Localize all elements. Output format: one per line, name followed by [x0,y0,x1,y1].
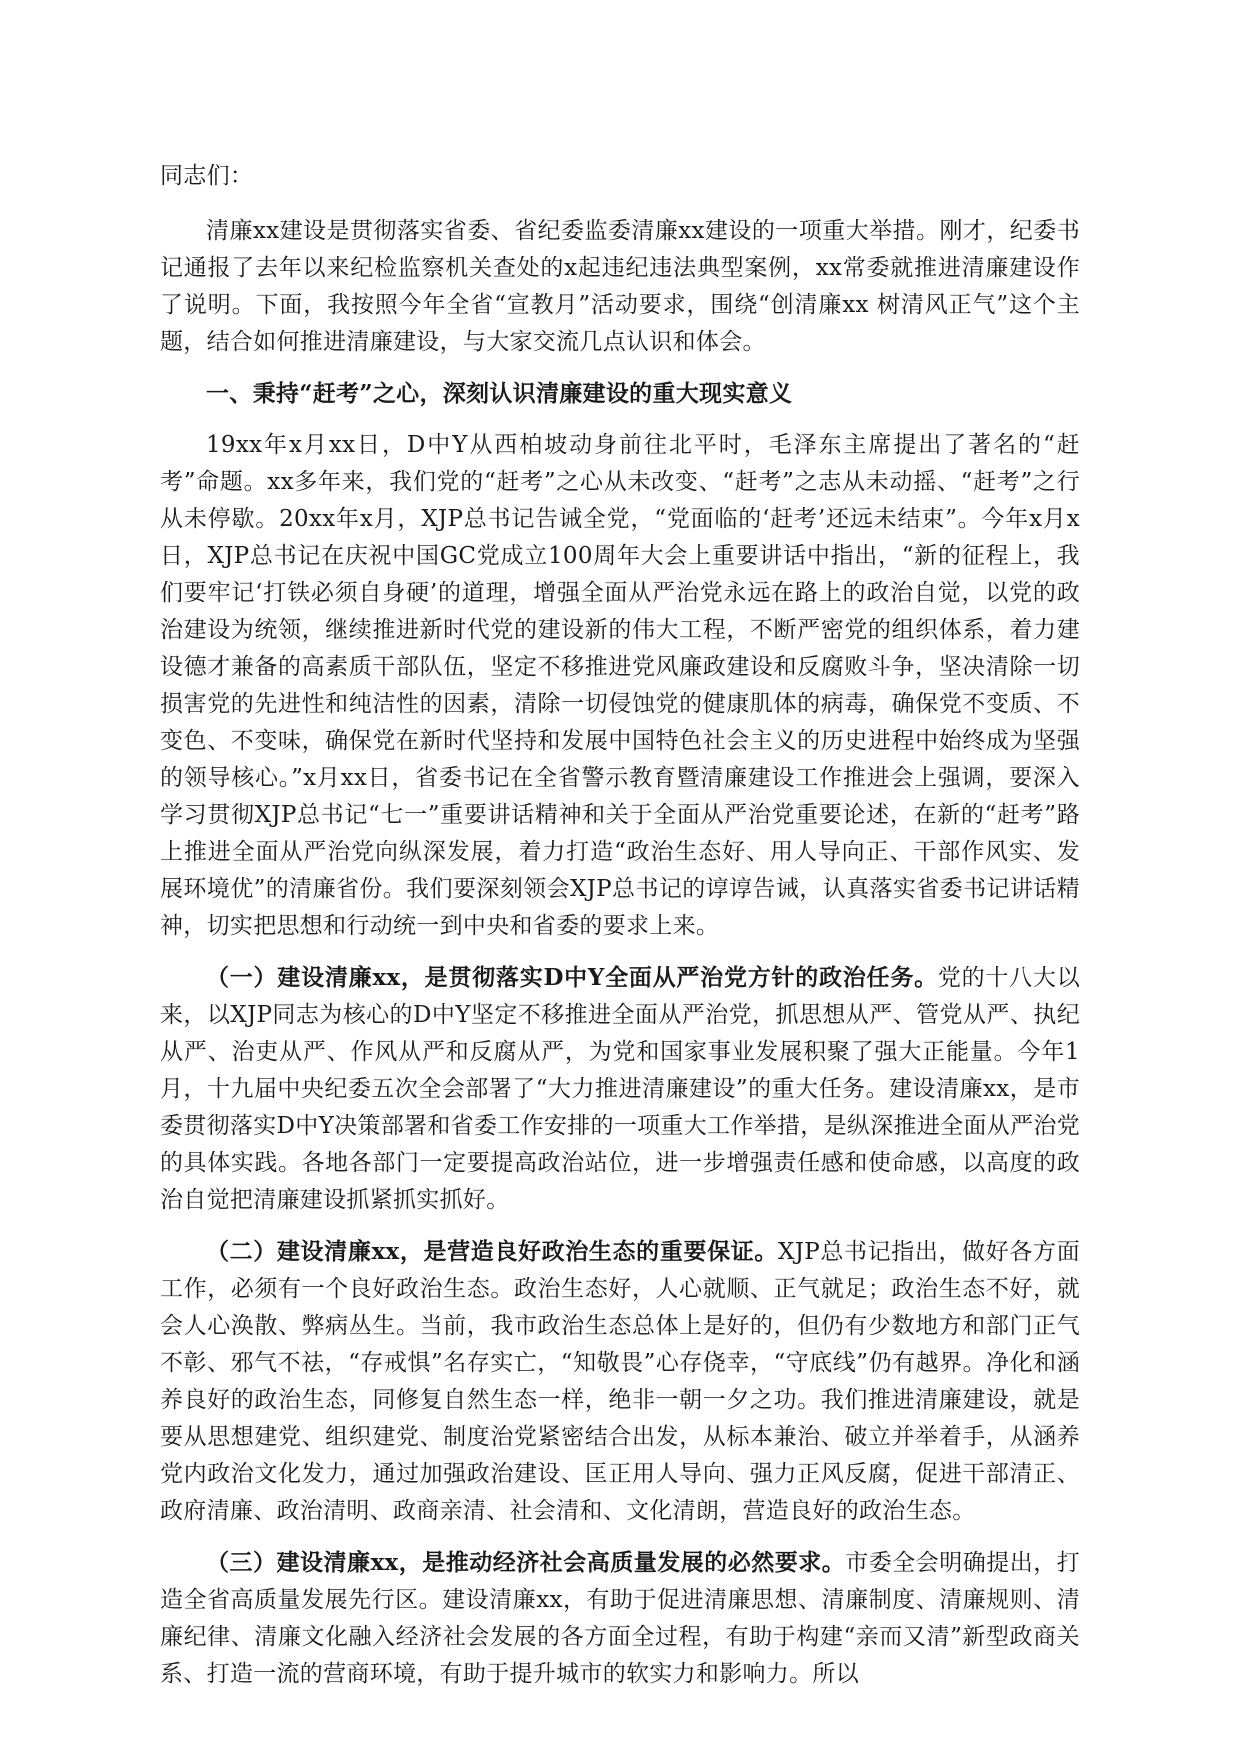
item-2-lead: （二）建设清廉xx，是营造良好政治生态的重要保证。 [206,1238,779,1265]
section-1-paragraph: 19xx年x月xx日，D中Y从西柏坡动身前往北平时，毛泽东主席提出了著名的“赶考”命题。xx多年来，我们党的“赶考”之心从未改变、“赶考”之志从未动摇、“赶考”之行从未停歇。20xx年x月，XJP总书记告诫全党，“党面临的‘赶考’还远未结束”。今年x月x日，XJP总书记在庆祝中国GC党成立100周年大会上重要讲话中指出，“新的征程上，我们要牢记‘打铁必须自身硬’的道理，增强全面从严治党永远在路上的政治自觉，以党的政治建设为统领，继续推进新时代党的建设新的伟大工程，不断严密党的组织体系，着力建设德才兼备的高素质干部队伍，坚定不移推进党风廉政建设和反腐败斗争，坚决清除一切损害党的先进性和纯洁性的因素，清除一切侵蚀党的健康肌体的病毒，确保党不变质、不变色、不变味，确保党在新时代坚持和发展中国特色社会主义的历史进程中始终成为坚强的领导核心。”x月xx日，省委书记在全省警示教育暨清廉建设工作推进会上强调，要深入学习贯彻XJP总书记“七一”重要讲话精神和关于全面从严治党重要论述，在新的“赶考”路上推进全面从严治党向纵深发展，着力打造“政治生态好、用人导向正、干部作风实、发展环境优”的清廉省份。我们要深刻领会XJP总书记的谆谆告诫，认真落实省委书记讲话精神，切实把思想和行动统一到中央和省委的要求上来。 [160,432,1080,939]
item-2-body: XJP总书记指出，做好各方面工作，必须有一个良好政治生态。政治生态好，人心就顺、正气就足；政治生态不好，就会人心涣散、弊病丛生。当前，我市政治生态总体上是好的，但仍有少数地方和部门正气不彰、邪气不祛，“存戒惧”名存实亡，“知敬畏”心存侥幸，“守底线”仍有越界。净化和涵养良好的政治生态，同修复自然生态一样，绝非一朝一夕之功。我们推进清廉建设，就是要从思想建党、组织建党、制度治党紧密结合出发，从标本兼治、破立并举着手，从涵养党内政治文化发力，通过加强政治建设、匡正用人导向、强力正风反腐，促进干部清正、政府清廉、政治清明、政商亲清、社会清和、文化清朗，营造良好的政治生态。 [160,1239,1080,1524]
item-2-paragraph [160,1233,1080,1530]
salutation: 同志们： [160,163,254,189]
item-3-lead: （三）建设清廉xx，是推动经济社会高质量发展的必然要求。 [206,1549,846,1576]
section-heading-1: 一、秉持“赶考”之心，深刻认识清廉建设的重大现实意义 [206,380,793,407]
item-3-body: 市委全会明确提出，打造全省高质量发展先行区。建设清廉xx，有助于促进清廉思想、清廉制度、清廉规则、清廉纪律、清廉文化融入经济社会发展的各方面全过程，有助于构建“亲而又清”新型政商关系、打造一流的营商环境，有助于提升城市的软实力和影响力。所以 [160,1550,1081,1687]
item-3-paragraph [160,1544,1080,1693]
intro-paragraph: 清廉xx建设是贯彻落实省委、省纪委监委清廉xx建设的一项重大举措。刚才，纪委书记通报了去年以来纪检监察机关查处的x起违纪违法典型案例，xx常委就推进清廉建设作了说明。下面，我按照今年全省“宣教月”活动要求，围绕“创清廉xx 树清风正气”这个主题，结合如何推进清廉建设，与大家交流几点认识和体会。 [160,218,1080,355]
item-1-body: 党的十八大以来，以XJP同志为核心的D中Y坚定不移推进全面从严治党，抓思想从严、管党从严、执纪从严、治吏从严、作风从严和反腐从严，为党和国家事业发展积聚了强大正能量。今年1月，十九届中央纪委五次全会部署了“大力推进清廉建设”的重大任务。建设清廉xx，是市委贯彻落实D中Y决策部署和省委工作安排的一项重大工作举措，是纵深推进全面从严治党的具体实践。各地各部门一定要提高政治站位，进一步增强责任感和使命感，以高度的政治自觉把清廉建设抓紧抓实抓好。 [160,965,1080,1213]
item-1-lead: （一）建设清廉xx，是贯彻落实D中Y全面从严治党方针的政治任务。 [206,964,938,991]
item-1-paragraph [160,959,1080,1219]
